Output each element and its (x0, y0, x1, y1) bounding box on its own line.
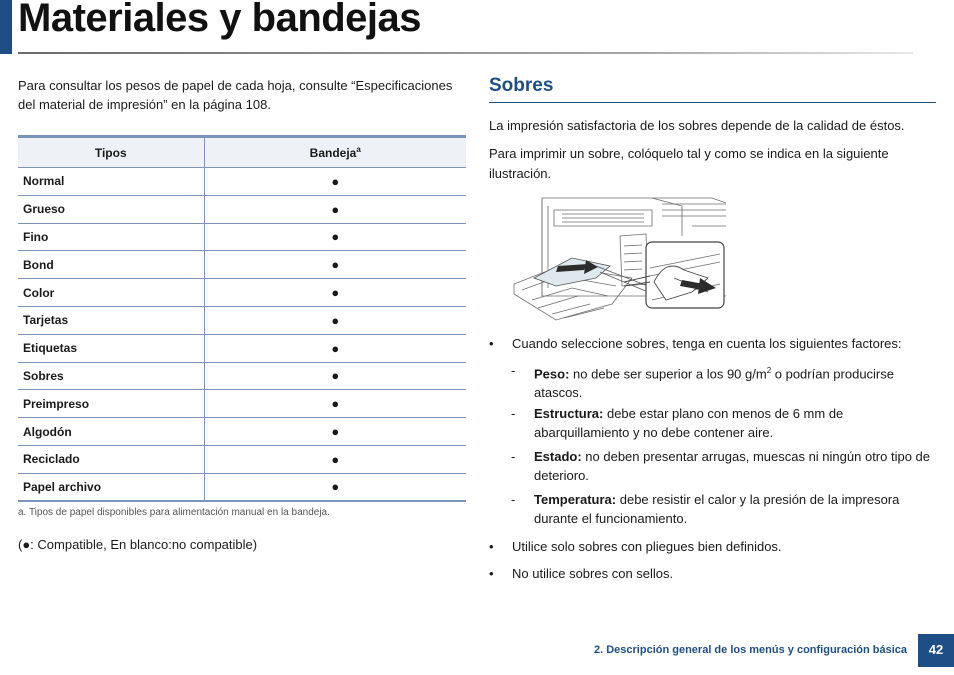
paper-type-cell: Grueso (18, 195, 204, 223)
compatibility-legend: (●: Compatible, En blanco:no compatible) (18, 537, 258, 552)
bullet-mark: • (489, 539, 494, 554)
table-row (18, 334, 466, 362)
bullet-text: Utilice solo sobres con pliegues bien definidos. (512, 539, 782, 554)
section-title: Sobres (489, 75, 554, 96)
paper-type-cell: Papel archivo (18, 473, 204, 501)
dash-mark: - (511, 449, 516, 464)
page-number: 42 (918, 634, 954, 667)
table-row (18, 195, 466, 223)
factor-temperature-text: Temperatura: debe resistir el calor y la presión de la impresora durante el funcionamiento. (534, 492, 900, 526)
tray-compatibility-cell: ● (204, 473, 466, 501)
intro-paragraph: Para consultar los pesos de papel de cada hoja, consulte “Especificaciones del material de impresión” en la página 108. (18, 78, 453, 112)
tray-compatibility-cell: ● (204, 223, 466, 251)
tray-compatibility-cell: ● (204, 251, 466, 279)
tray-compatibility-cell: ● (204, 390, 466, 418)
table-row (18, 362, 466, 390)
page-title: Materiales y bandejas (18, 0, 422, 40)
paper-type-cell: Reciclado (18, 445, 204, 473)
tray-compatibility-cell: ● (204, 334, 466, 362)
table-row (18, 306, 466, 334)
envelope-loading-paragraph: Para imprimir un sobre, colóquelo tal y como se indica en la siguiente ilustración. (489, 146, 889, 181)
table-row (18, 251, 466, 279)
table-row (18, 418, 466, 446)
table-row (18, 473, 466, 501)
table-row (18, 168, 466, 196)
paper-types-table (18, 135, 466, 502)
factor-structure-text: Estructura: debe estar plano con menos de 6 mm de abarquillamiento y no debe contener aire. (534, 406, 844, 440)
paper-type-cell: Preimpreso (18, 390, 204, 418)
table-header-row (18, 137, 466, 168)
tray-compatibility-cell: ● (204, 279, 466, 307)
footnote-marker: a (356, 145, 361, 154)
tray-compatibility-cell: ● (204, 168, 466, 196)
factor-state-text: Estado: no deben presentar arrugas, muescas ni ningún otro tipo de deterioro. (534, 449, 931, 483)
paper-type-cell: Algodón (18, 418, 204, 446)
table-row (18, 390, 466, 418)
tray-compatibility-cell: ● (204, 362, 466, 390)
paper-type-cell: Sobres (18, 362, 204, 390)
envelope-loading-illustration (512, 196, 726, 322)
factor-weight-text: Peso: no debe ser superior a los 90 $g/m^2$ o podrían producirse atascos. (534, 366, 894, 400)
paper-type-cell: Fino (18, 223, 204, 251)
bullet-text: No utilice sobres con sellos. (512, 566, 674, 581)
column-header-types: Tipos (18, 137, 204, 168)
bullet-text: Cuando seleccione sobres, tenga en cuenta los siguientes factores: (512, 336, 902, 351)
table-row (18, 445, 466, 473)
dash-mark: - (511, 492, 516, 507)
paper-type-cell: Etiquetas (18, 334, 204, 362)
footer-chapter-title: 2. Descripción general de los menús y configuración básica (594, 644, 907, 656)
bullet-mark: • (489, 566, 494, 581)
paper-type-cell: Bond (18, 251, 204, 279)
tray-compatibility-cell: ● (204, 195, 466, 223)
title-divider (18, 52, 913, 54)
envelope-quality-paragraph: La impresión satisfactoria de los sobres depende de la calidad de éstos. (489, 118, 905, 133)
tray-compatibility-cell: ● (204, 445, 466, 473)
tray-compatibility-cell: ● (204, 306, 466, 334)
table-row (18, 279, 466, 307)
dash-mark: - (511, 363, 516, 378)
table-row (18, 223, 466, 251)
title-accent-bar (0, 0, 12, 54)
section-divider (489, 102, 936, 103)
dash-mark: - (511, 406, 516, 421)
paper-type-cell: Tarjetas (18, 306, 204, 334)
column-header-tray: Bandeja$^a$ (204, 137, 466, 168)
bullet-mark: • (489, 336, 494, 351)
table-footnote: a. Tipos de papel disponibles para alimentación manual en la bandeja. (18, 507, 330, 518)
paper-type-cell: Color (18, 279, 204, 307)
paper-type-cell: Normal (18, 168, 204, 196)
tray-compatibility-cell: ● (204, 418, 466, 446)
